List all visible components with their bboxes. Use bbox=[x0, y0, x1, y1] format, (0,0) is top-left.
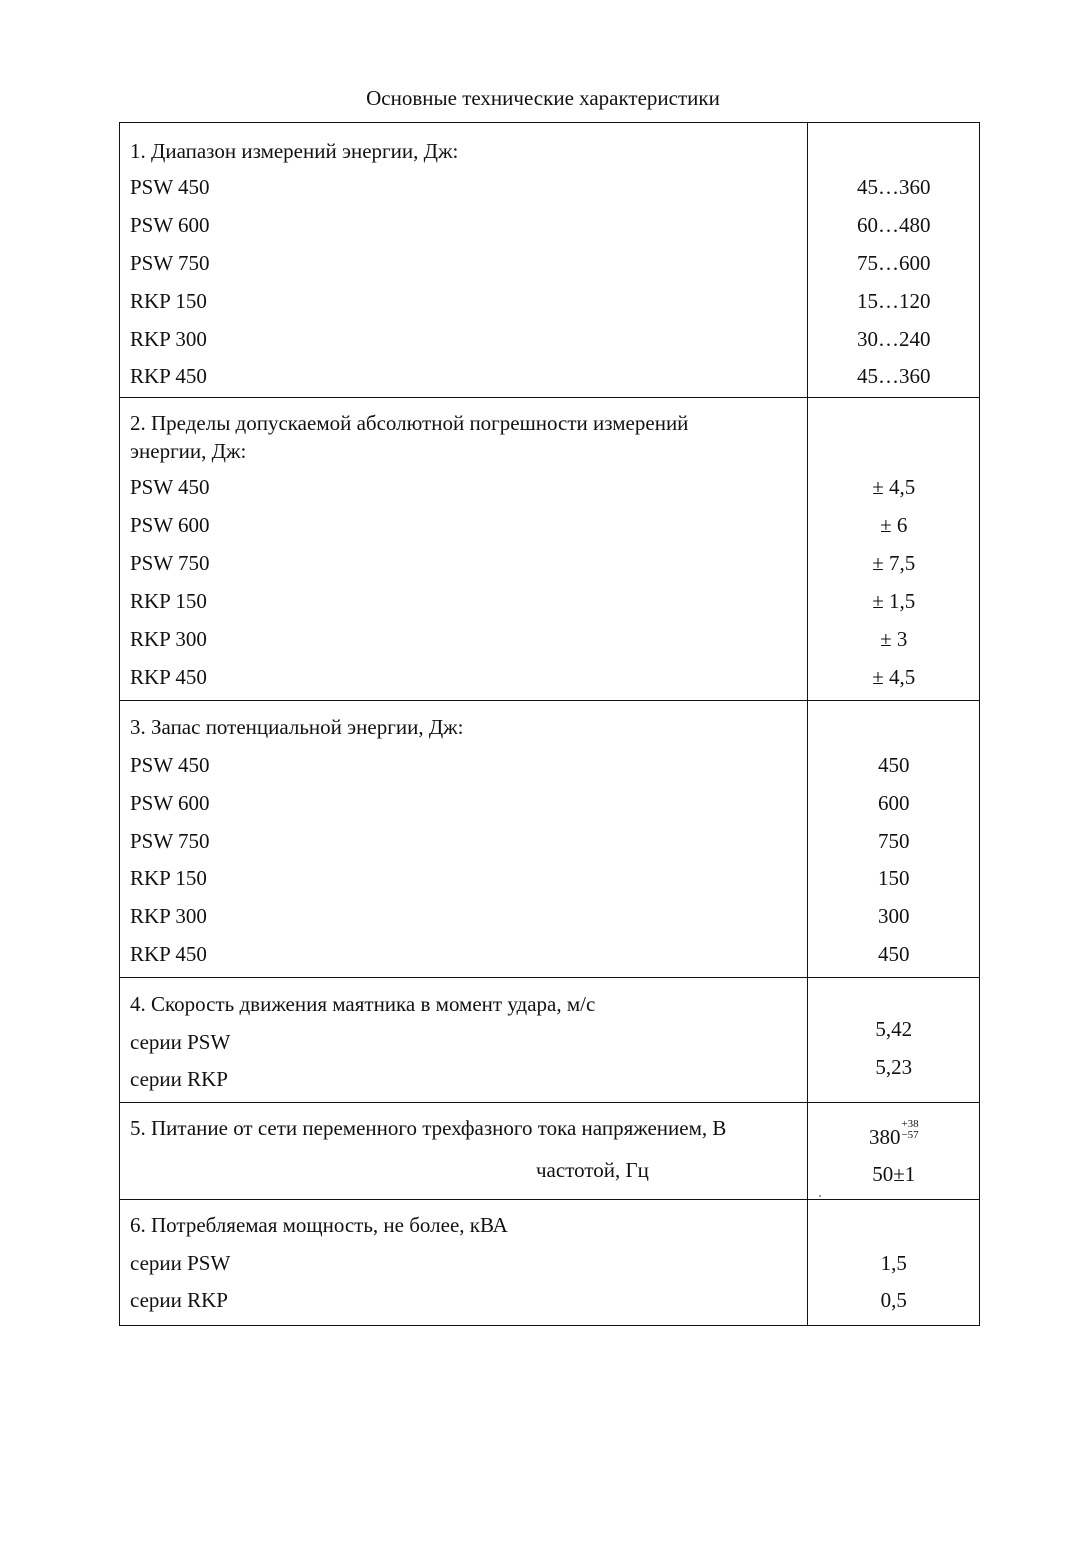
section-4-label-1: серии PSW bbox=[130, 1030, 231, 1054]
section-2-label-cell bbox=[120, 398, 808, 701]
section-5-frequency-value: 50±1 bbox=[872, 1162, 916, 1186]
section-3-value-4: 150 bbox=[878, 866, 910, 890]
section-1-row bbox=[120, 123, 980, 398]
spec-table bbox=[119, 122, 980, 1326]
section-2-heading-line-1: 2. Пределы допускаемой абсолютной погрешности измерений bbox=[130, 411, 689, 435]
section-6-value-2: 0,5 bbox=[880, 1288, 907, 1312]
section-2-label-6: RKP 450 bbox=[130, 665, 207, 689]
section-3-row bbox=[120, 701, 980, 978]
section-6-value-cell bbox=[807, 1200, 979, 1326]
section-2-row bbox=[120, 398, 980, 701]
section-3-value-2: 600 bbox=[878, 791, 910, 815]
section-6-label-1: серии PSW bbox=[130, 1251, 231, 1275]
section-4-label-cell bbox=[120, 978, 808, 1103]
section-1-label-cell bbox=[120, 123, 808, 398]
section-5-row bbox=[120, 1103, 980, 1200]
section-4-row bbox=[120, 978, 980, 1103]
section-1-heading: 1. Диапазон измерений энергии, Дж: bbox=[130, 139, 459, 163]
section-1-label-2: PSW 600 bbox=[130, 213, 210, 237]
section-2-value-cell bbox=[807, 398, 979, 701]
section-4-heading: 4. Скорость движения маятника в момент удара, м/с bbox=[130, 992, 596, 1016]
section-2-value-2: ± 6 bbox=[880, 513, 908, 537]
section-3-value-5: 300 bbox=[878, 904, 910, 928]
section-1-label-6: RKP 450 bbox=[130, 364, 207, 388]
section-1-label-4: RKP 150 bbox=[130, 289, 207, 313]
section-2-value-3: ± 7,5 bbox=[872, 551, 916, 575]
section-4-value-2: 5,23 bbox=[875, 1055, 913, 1079]
section-1-value-2: 60…480 bbox=[857, 213, 931, 237]
section-2-label-1: PSW 450 bbox=[130, 475, 210, 499]
section-1-value-1: 45…360 bbox=[857, 175, 931, 199]
voltage-tolerance bbox=[901, 1119, 918, 1141]
section-3-heading: 3. Запас потенциальной энергии, Дж: bbox=[130, 715, 464, 739]
section-3-label-4: RKP 150 bbox=[130, 866, 207, 890]
section-3-value-6: 450 bbox=[878, 942, 910, 966]
section-3-label-5: RKP 300 bbox=[130, 904, 207, 928]
section-1-label-5: RKP 300 bbox=[130, 327, 207, 351]
voltage-plus: +38 bbox=[901, 1118, 919, 1130]
section-5-frequency-label: частотой, Гц bbox=[536, 1158, 649, 1182]
section-1-label-1: PSW 450 bbox=[130, 175, 210, 199]
section-2-value-6: ± 4,5 bbox=[872, 665, 916, 689]
section-3-value-1: 450 bbox=[878, 753, 910, 777]
voltage-minus: −57 bbox=[901, 1129, 919, 1141]
section-6-row bbox=[120, 1200, 980, 1326]
section-1-label-3: PSW 750 bbox=[130, 251, 210, 275]
voltage-base: 380 bbox=[868, 1125, 901, 1149]
section-6-value-1: 1,5 bbox=[880, 1251, 907, 1275]
section-6-label-cell bbox=[120, 1200, 808, 1326]
section-5-value-cell bbox=[807, 1103, 979, 1200]
section-2-label-3: PSW 750 bbox=[130, 551, 210, 575]
section-3-label-cell bbox=[120, 701, 808, 978]
section-4-value-1: 5,42 bbox=[875, 1017, 913, 1041]
section-3-label-2: PSW 600 bbox=[130, 791, 210, 815]
section-5-label-cell bbox=[120, 1103, 808, 1200]
section-1-value-cell bbox=[807, 123, 979, 398]
section-2-value-5: ± 3 bbox=[880, 627, 908, 651]
section-1-value-4: 15…120 bbox=[857, 289, 931, 313]
scan-dot bbox=[819, 1195, 821, 1197]
section-3-value-3: 750 bbox=[878, 829, 910, 853]
section-1-value-5: 30…240 bbox=[857, 327, 931, 351]
section-3-value-cell bbox=[807, 701, 979, 978]
section-4-label-2: серии RKP bbox=[130, 1067, 228, 1091]
section-2-label-5: RKP 300 bbox=[130, 627, 207, 651]
section-3-label-3: PSW 750 bbox=[130, 829, 210, 853]
section-1-value-6: 45…360 bbox=[857, 364, 931, 388]
section-4-value-cell bbox=[807, 978, 979, 1103]
section-2-label-2: PSW 600 bbox=[130, 513, 210, 537]
section-6-heading: 6. Потребляемая мощность, не более, кВА bbox=[130, 1213, 508, 1237]
section-2-heading-line-2: энергии, Дж: bbox=[130, 439, 247, 463]
section-1-value-3: 75…600 bbox=[857, 251, 931, 275]
section-5-voltage-value bbox=[808, 1119, 980, 1149]
document-title: Основные технические характеристики bbox=[366, 86, 720, 110]
section-5-heading: 5. Питание от сети переменного трехфазного тока напряжением, В bbox=[130, 1116, 727, 1140]
section-6-label-2: серии RKP bbox=[130, 1288, 228, 1312]
section-3-label-1: PSW 450 bbox=[130, 753, 210, 777]
section-2-label-4: RKP 150 bbox=[130, 589, 207, 613]
section-3-label-6: RKP 450 bbox=[130, 942, 207, 966]
section-2-value-4: ± 1,5 bbox=[872, 589, 916, 613]
section-2-value-1: ± 4,5 bbox=[872, 475, 916, 499]
